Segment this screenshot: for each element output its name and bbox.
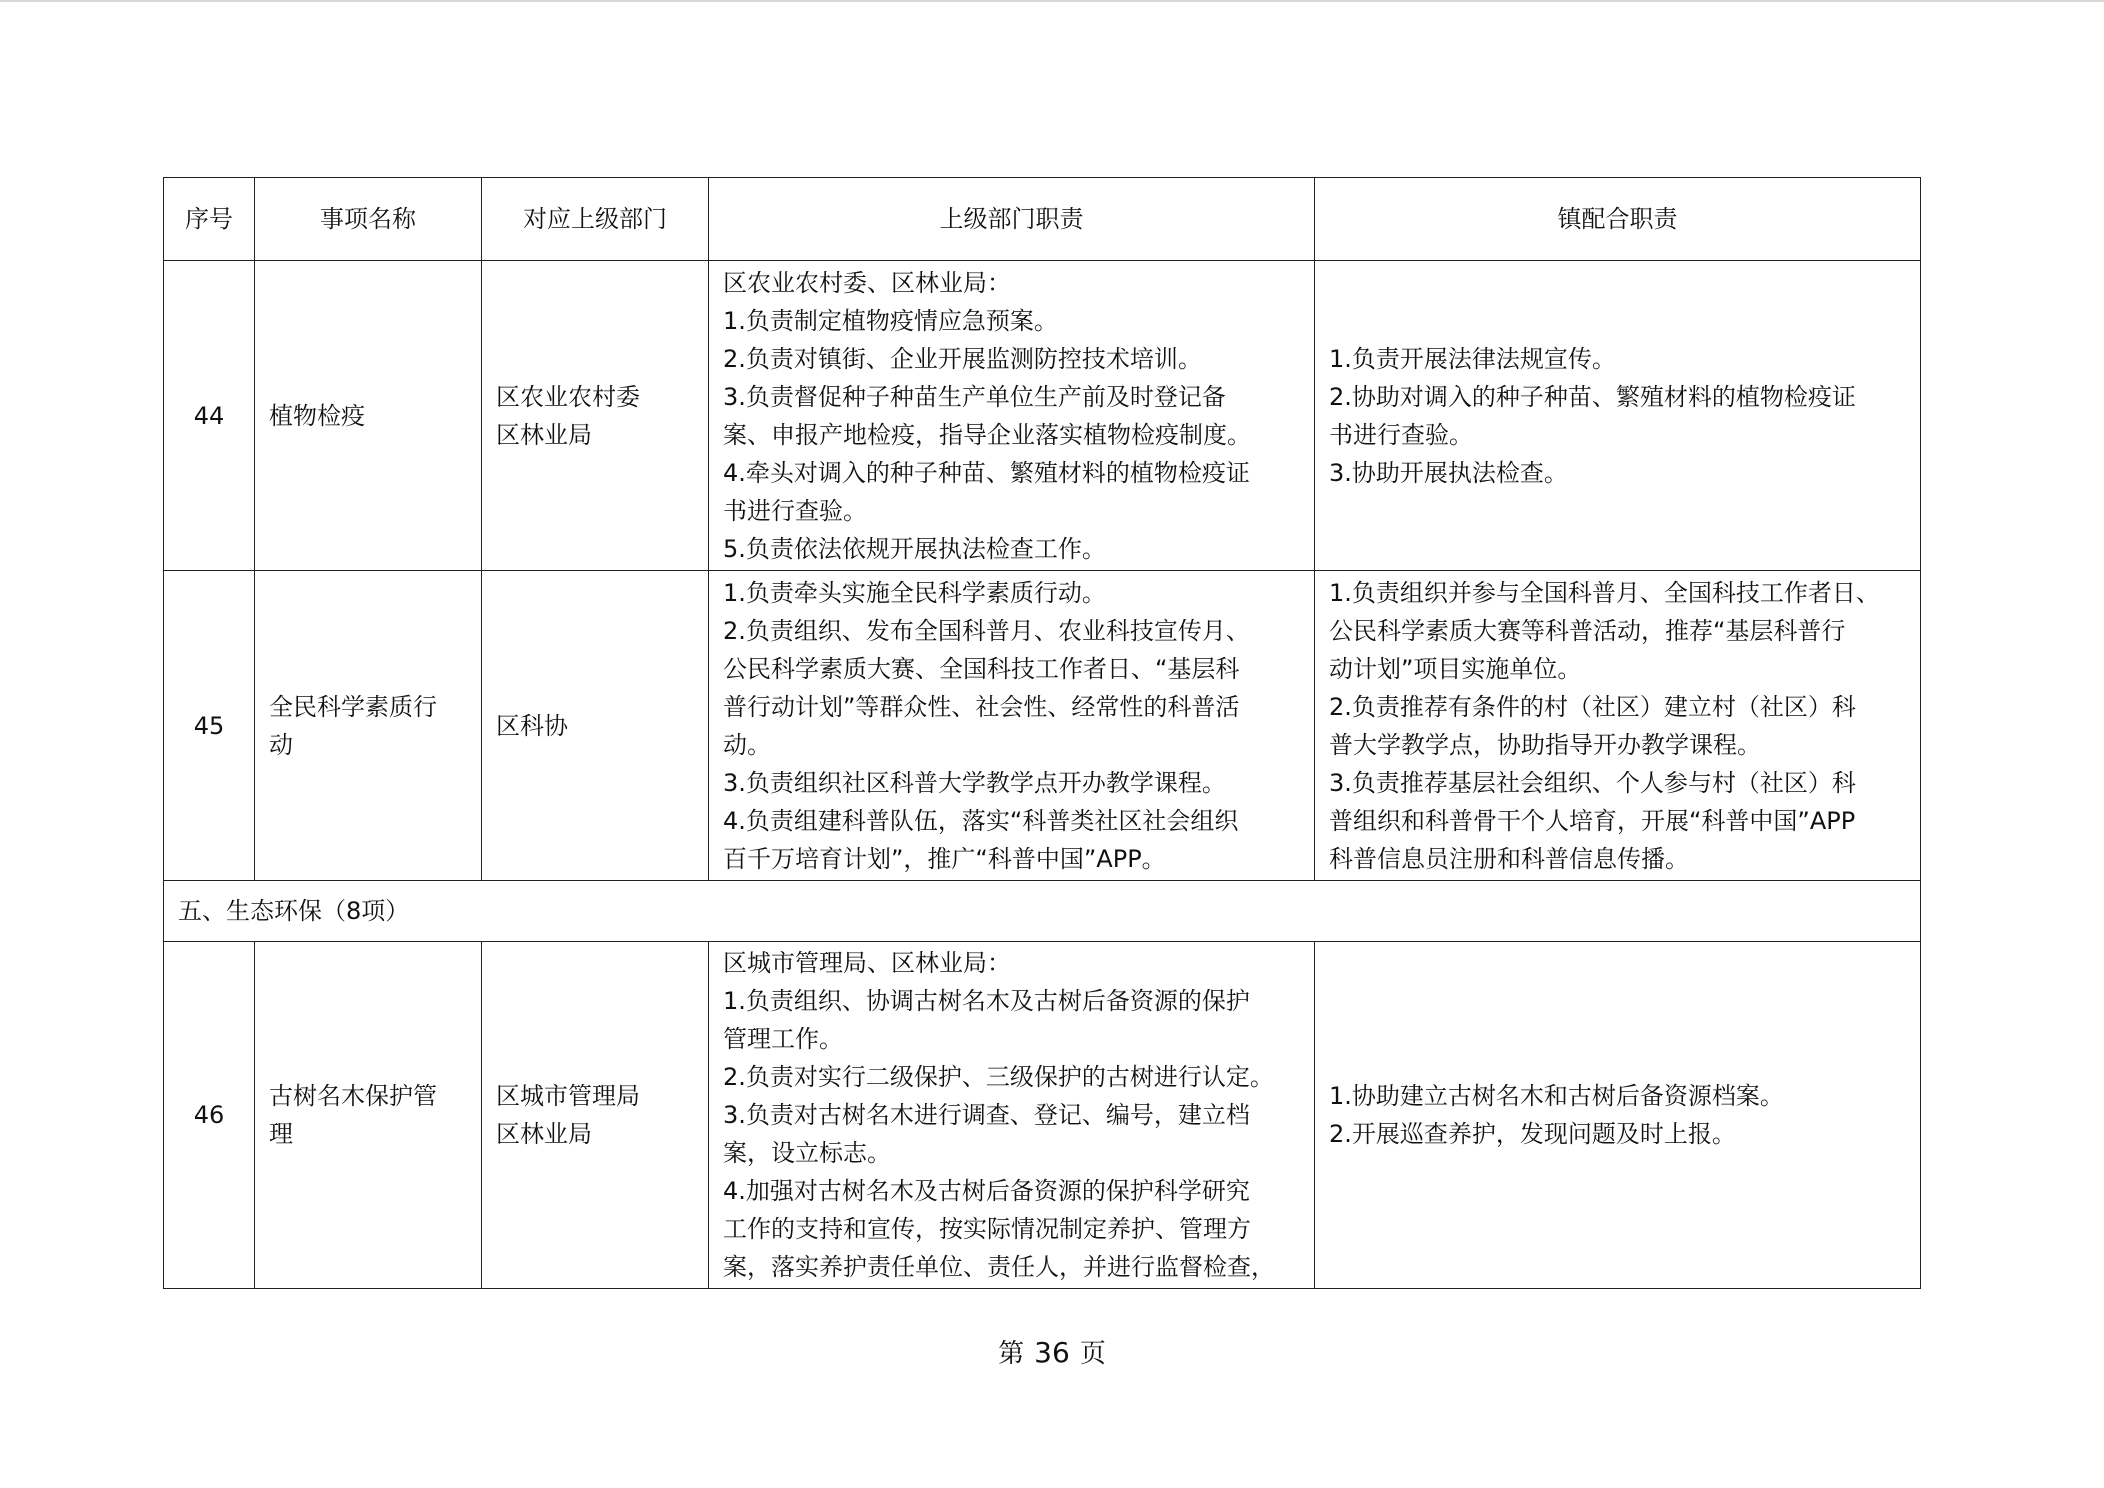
- row-no: 46: [164, 942, 255, 1289]
- text-line: 区农业农村委: [496, 382, 640, 411]
- text-line: 2.负责对实行二级保护、三级保护的古树进行认定。: [723, 1063, 1274, 1091]
- text-line: 植物检疫: [269, 401, 365, 430]
- text-line: 区科协: [496, 711, 568, 740]
- text-line: 3.负责推荐基层社会组织、个人参与村（社区）科: [1329, 768, 1856, 797]
- row-upper-duty: [709, 942, 1315, 1289]
- table-row: [164, 571, 1921, 881]
- table-row: [164, 261, 1921, 571]
- text-line: 百千万培育计划”，推广“科普中国”APP。: [723, 844, 1166, 873]
- text-line: 3.协助开展执法检查。: [1329, 458, 1568, 487]
- row-upper-duty: [709, 571, 1315, 881]
- text-line: 区林业局: [496, 1120, 592, 1148]
- row-town-duty: [1315, 942, 1921, 1289]
- header-upper-duty: 上级部门职责: [709, 178, 1315, 261]
- text-line: 5.负责依法依规开展执法检查工作。: [723, 534, 1106, 563]
- text-line: 区林业局: [496, 420, 592, 449]
- text-line: 1.负责组织并参与全国科普月、全国科技工作者日、: [1329, 578, 1880, 607]
- text-line: 2.负责对镇街、企业开展监测防控技术培训。: [723, 344, 1202, 373]
- text-line: 动: [269, 730, 293, 759]
- text-line: 1.协助建立古树名木和古树后备资源档案。: [1329, 1082, 1784, 1110]
- text-line: 1.负责制定植物疫情应急预案。: [723, 306, 1058, 335]
- text-line: 公民科学素质大赛等科普活动，推荐“基层科普行: [1329, 616, 1846, 645]
- text-line: 管理工作。: [723, 1025, 843, 1053]
- row-no: 44: [164, 261, 255, 571]
- text-line: 案，落实养护责任单位、责任人，并进行监督检查，: [723, 1253, 1275, 1281]
- header-item-name: 事项名称: [255, 178, 482, 261]
- header-no: 序号: [164, 178, 255, 261]
- table-header-row: [164, 178, 1921, 261]
- page-suffix: 页: [1079, 1339, 1106, 1369]
- page-top-border: [0, 0, 2104, 2]
- text-line: 区农业农村委、区林业局：: [723, 268, 1011, 297]
- text-line: 全民科学素质行: [269, 692, 437, 721]
- text-line: 区城市管理局、区林业局：: [723, 949, 1011, 977]
- text-line: 普组织和科普骨干个人培育，开展“科普中国”APP: [1329, 806, 1856, 835]
- header-town-duty: 镇配合职责: [1315, 178, 1921, 261]
- table-row: [164, 942, 1921, 1289]
- text-line: 1.负责牵头实施全民科学素质行动。: [723, 578, 1106, 607]
- text-line: 4.负责组建科普队伍，落实“科普类社区社会组织: [723, 806, 1239, 835]
- text-line: 4.牵头对调入的种子种苗、繁殖材料的植物检疫证: [723, 458, 1250, 487]
- text-line: 普行动计划”等群众性、社会性、经常性的科普活: [723, 692, 1240, 721]
- text-line: 案，设立标志。: [723, 1139, 891, 1167]
- text-line: 动计划”项目实施单位。: [1329, 654, 1582, 683]
- row-upper-dept: [482, 261, 709, 571]
- text-line: 书进行查验。: [1329, 420, 1473, 449]
- row-item-name: [255, 261, 482, 571]
- row-town-duty: [1315, 261, 1921, 571]
- text-line: 普大学教学点，协助指导开办教学课程。: [1329, 730, 1761, 759]
- text-line: 科普信息员注册和科普信息传播。: [1329, 844, 1689, 873]
- text-line: 理: [269, 1120, 293, 1148]
- row-item-name: [255, 942, 482, 1289]
- text-line: 1.负责开展法律法规宣传。: [1329, 344, 1616, 373]
- row-town-duty: [1315, 571, 1921, 881]
- text-line: 2.协助对调入的种子种苗、繁殖材料的植物检疫证: [1329, 382, 1856, 411]
- text-line: 动。: [723, 730, 771, 759]
- row-upper-dept: [482, 571, 709, 881]
- text-line: 书进行查验。: [723, 496, 867, 525]
- header-upper-dept: 对应上级部门: [482, 178, 709, 261]
- row-no: 45: [164, 571, 255, 881]
- page-number: [0, 1333, 2104, 1370]
- duty-table: [163, 177, 1921, 1289]
- text-line: 3.负责对古树名木进行调查、登记、编号，建立档: [723, 1101, 1250, 1129]
- section-heading: 五、生态环保（8项）: [164, 881, 1921, 942]
- text-line: 区城市管理局: [496, 1082, 640, 1110]
- text-line: 2.负责组织、发布全国科普月、农业科技宣传月、: [723, 616, 1250, 645]
- page-number-value: 36: [1034, 1336, 1070, 1369]
- text-line: 1.负责组织、协调古树名木及古树后备资源的保护: [723, 987, 1250, 1015]
- text-line: 2.负责推荐有条件的村（社区）建立村（社区）科: [1329, 692, 1856, 721]
- text-line: 4.加强对古树名木及古树后备资源的保护科学研究: [723, 1177, 1250, 1205]
- section-row: [164, 881, 1921, 942]
- text-line: 3.负责组织社区科普大学教学点开办教学课程。: [723, 768, 1226, 797]
- row-item-name: [255, 571, 482, 881]
- text-line: 公民科学素质大赛、全国科技工作者日、“基层科: [723, 654, 1240, 683]
- text-line: 古树名木保护管: [269, 1082, 437, 1110]
- text-line: 3.负责督促种子种苗生产单位生产前及时登记备: [723, 382, 1226, 411]
- row-upper-dept: [482, 942, 709, 1289]
- row-upper-duty: [709, 261, 1315, 571]
- text-line: 2.开展巡查养护，发现问题及时上报。: [1329, 1120, 1736, 1148]
- text-line: 案、申报产地检疫，指导企业落实植物检疫制度。: [723, 420, 1251, 449]
- text-line: 工作的支持和宣传，按实际情况制定养护、管理方: [723, 1215, 1251, 1243]
- page-prefix: 第: [998, 1339, 1025, 1369]
